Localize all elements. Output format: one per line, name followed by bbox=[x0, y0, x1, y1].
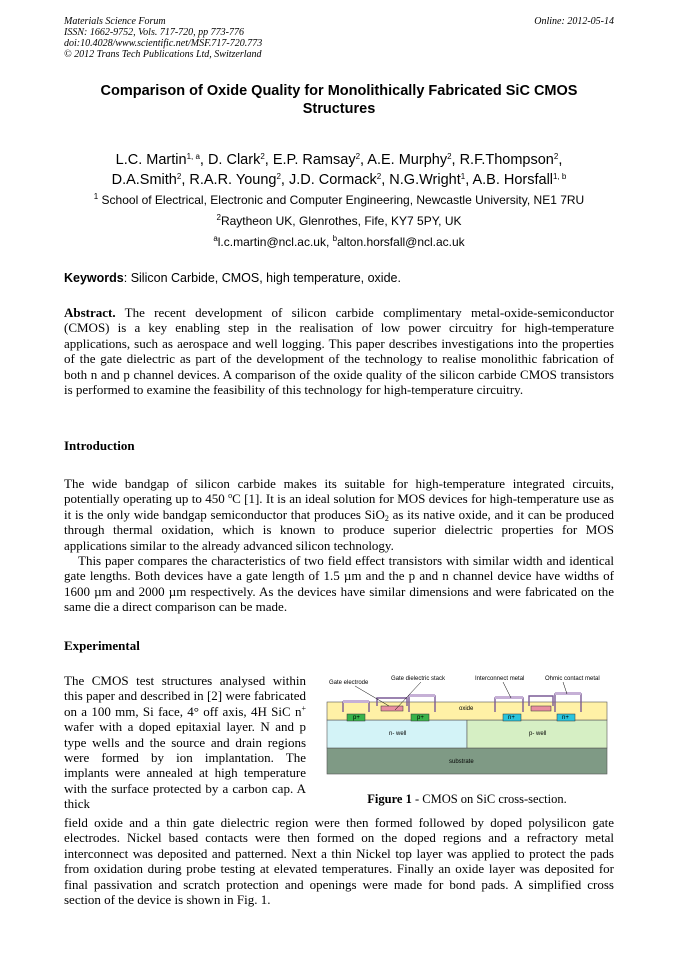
p-plus-label-1: p+ bbox=[353, 715, 360, 721]
author-name: , E.P. Ramsay bbox=[264, 152, 356, 168]
author-name: L.C. Martin bbox=[115, 152, 187, 168]
issn-line: ISSN: 1662-9752, Vols. 717-720, pp 773-776 bbox=[64, 27, 244, 38]
intro-paragraph-1 bbox=[64, 476, 614, 553]
intro-text: C [1]. It is an ideal solution for MOS devices for high-temperature use as it is the only wide bandgap semiconductor that produces SiO bbox=[64, 491, 614, 522]
intro-paragraph-2: This paper compares the characteristics of two field effect transistors with similar width and identical gate lengths. Both devices have a gate length of 1.5 µm and the p and n channel device have widths of 1600 µm and 2000 µm respectively. As the devices have similar dimensions and were fabricated on the same die a direct comparison can be made. bbox=[64, 553, 614, 615]
author-line-1: L.C. Martin$^{1, a}$, D. Clark$^2$, E.P. Ramsay$^2$, A.E. Murphy$^2$, R.F.Thompson$^2$, bbox=[115, 152, 563, 168]
author-sup: 2 bbox=[376, 172, 382, 181]
author-sup: 2 bbox=[553, 152, 559, 161]
email-sup: b bbox=[332, 234, 338, 243]
figure-caption bbox=[325, 792, 609, 807]
figure-caption-label: Figure 1 bbox=[367, 792, 412, 806]
affiliation-1 bbox=[60, 193, 618, 208]
oxide-label: oxide bbox=[459, 706, 474, 712]
title-line-1: Comparison of Oxide Quality for Monolithically Fabricated SiC CMOS bbox=[100, 83, 578, 99]
author-name: , N.G.Wright bbox=[381, 172, 461, 188]
affiliation-text: Raytheon UK, Glenrothes, Fife, KY7 5PY, UK bbox=[220, 214, 462, 228]
paper-title bbox=[70, 82, 608, 118]
email-line bbox=[60, 235, 618, 250]
author-sup: 2 bbox=[276, 172, 281, 181]
affiliation-text: School of Electrical, Electronic and Computer Engineering, Newcastle University, NE1 7RU bbox=[98, 193, 585, 207]
author-name: , A.B. Horsfall bbox=[465, 172, 554, 188]
keywords-text: : Silicon Carbide, CMOS, high temperature, oxide. bbox=[123, 271, 401, 285]
page-header bbox=[64, 16, 262, 60]
subscript: 2 bbox=[384, 513, 389, 523]
author-sup: 2 bbox=[355, 152, 361, 161]
affiliation-sup: 2 bbox=[216, 213, 221, 222]
exp-sup: + bbox=[301, 703, 306, 713]
metal-pad-3 bbox=[495, 696, 523, 699]
keywords-label: Keywords bbox=[64, 271, 124, 285]
gate-dielectric-label: Gate dielectric stack bbox=[391, 676, 446, 682]
intro-text: The wide bandgap of silicon carbide makes its suitable for high-temperature integrated circuits, potentially operating up to 450 bbox=[64, 476, 614, 507]
title-line-2: Structures bbox=[302, 101, 376, 117]
author-sup: 2 bbox=[176, 172, 182, 181]
gate-electrode-p bbox=[381, 706, 403, 711]
doi-line: doi:10.4028/www.scientific.net/MSF.717-720.773 bbox=[64, 38, 263, 49]
p-plus-label-2: p+ bbox=[417, 715, 424, 721]
degree-sup: o bbox=[228, 491, 233, 501]
author-name: , A.E. Murphy bbox=[360, 152, 448, 168]
experimental-heading: Experimental bbox=[64, 638, 140, 653]
substrate-label: substrate bbox=[449, 759, 474, 765]
email-b[interactable]: alton.horsfall@ncl.ac.uk bbox=[337, 235, 465, 249]
gate-electrode-n bbox=[531, 706, 551, 711]
author-line-2 bbox=[60, 170, 618, 190]
metal-pad-4 bbox=[555, 692, 581, 695]
author-sup: 1 bbox=[460, 172, 466, 181]
online-date: Online: 2012-05-14 bbox=[534, 16, 614, 27]
exp-text: wafer with a doped epitaxial layer. N and p type wells and the source and drain regions were formed by ion implantation. The implants were annealed at high temperature with the surface protected by a carbon cap. A thick bbox=[64, 719, 306, 812]
author-list bbox=[60, 150, 618, 190]
author-name: , R.A.R. Young bbox=[181, 172, 277, 188]
exp-text: The CMOS test structures analysed within this paper and described in [2] were fabricated on a 100 mm, Si face, 4° off axis, 4H SiC n bbox=[64, 673, 306, 719]
interconnect-pointer bbox=[503, 682, 511, 698]
n-plus-label-1: n+ bbox=[508, 715, 515, 721]
author-name: , D. Clark bbox=[199, 152, 261, 168]
author-sup: 2 bbox=[260, 152, 265, 161]
author-sup: 2 bbox=[447, 152, 452, 161]
experimental-paragraph-2: field oxide and a thin gate dielectric region were then formed followed by doped polysilicon gate electrodes. Nickel based contacts were then formed on the doped regions and a refractory metal interconnect was deposited and patterned. Next a thin Nickel top layer was applied to protect the pads from oxidation during probe testing at elevated temperatures. Finally an oxide layer was deposited for final passivation and scratch protection and openings were made for bond pads. A simplified cross section of the device is shown in Fig. 1. bbox=[64, 815, 614, 908]
author-name: , R.F.Thompson bbox=[451, 152, 554, 168]
ohmic-label: Ohmic contact metal bbox=[545, 676, 600, 682]
copyright-line: © 2012 Trans Tech Publications Ltd, Switzerland bbox=[64, 49, 262, 60]
email-a[interactable]: l.c.martin@ncl.ac.uk, bbox=[217, 235, 333, 249]
abstract-text: The recent development of silicon carbide complimentary metal-oxide-semiconductor (CMOS) is a key enabling step in the realisation of low power circuitry for high-temperature applications, such as aerospace and well logging. This paper describes investigations into the properties of the gate dielectric as part of the development of the technology to realise monolithic fabrication of both n and p channel devices. A comparison of the oxide quality of the silicon carbide CMOS transistors is performed to examine the feasibility of this technology for high-temperature circuitry. bbox=[64, 305, 614, 398]
affiliation-2 bbox=[60, 214, 618, 229]
figure-1 bbox=[325, 676, 609, 776]
affiliation-sup: 1 bbox=[93, 192, 99, 201]
metal-pad-2 bbox=[409, 694, 435, 697]
email-sup: a bbox=[213, 234, 218, 243]
author-sup: 1, a bbox=[186, 152, 200, 161]
interconnect-label: Interconnect metal bbox=[475, 676, 525, 682]
journal-name: Materials Science Forum bbox=[64, 16, 166, 27]
introduction-heading: Introduction bbox=[64, 438, 135, 453]
abstract bbox=[64, 305, 614, 397]
keywords bbox=[64, 271, 401, 285]
author-name: , J.D. Cormack bbox=[280, 172, 377, 188]
gate-electrode-label: Gate electrode bbox=[329, 680, 369, 686]
author-sup: 1, b bbox=[553, 172, 567, 181]
p-well-label: p- well bbox=[529, 731, 547, 737]
n-plus-label-2: n+ bbox=[562, 715, 569, 721]
introduction-body bbox=[64, 476, 614, 615]
n-well-label: n- well bbox=[389, 731, 407, 737]
abstract-label: Abstract. bbox=[64, 305, 116, 320]
figure-caption-text: - CMOS on SiC cross-section. bbox=[411, 792, 567, 806]
experimental-paragraph-1 bbox=[64, 673, 306, 812]
metal-pad-1 bbox=[343, 700, 369, 703]
intro-text: as its native oxide, and it can be produced through thermal oxidation, which is known to produce superior dielectric properties for MOS applications similar to the already advanced silicon technology. bbox=[64, 506, 615, 553]
author-name: D.A.Smith bbox=[111, 172, 177, 188]
